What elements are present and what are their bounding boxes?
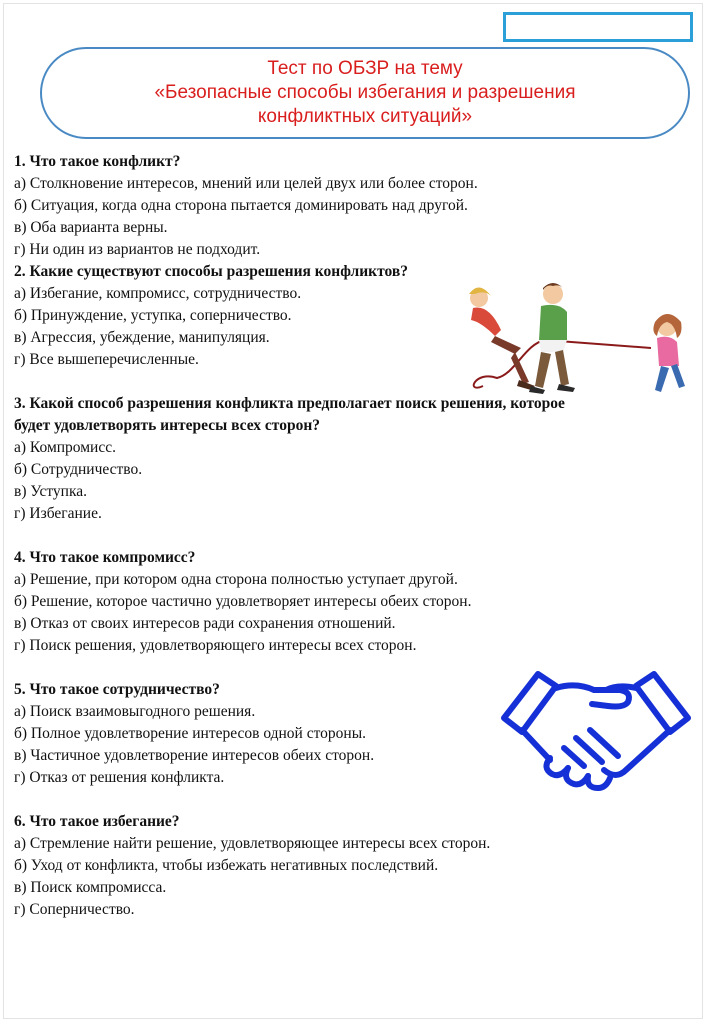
question-6: [14, 811, 704, 921]
handshake-icon: [498, 668, 694, 796]
family-tug-of-war-illustration: [455, 282, 703, 400]
answer-option: в) Отказ от своих интересов ради сохранения отношений.: [14, 615, 396, 632]
title-line-2: «Безопасные способы избегания и разрешения: [154, 82, 576, 103]
answer-option: б) Решение, которое частично удовлетворяет интересы обеих сторон.: [14, 593, 472, 610]
answer-option: а) Компромисс.: [14, 439, 116, 456]
girl-figure: [653, 314, 685, 392]
answer-option: в) Агрессия, убеждение, манипуляция.: [14, 329, 270, 346]
question-1: [14, 151, 704, 261]
answer-option: б) Уход от конфликта, чтобы избежать негативных последствий.: [14, 857, 439, 874]
answer-option: г) Соперничество.: [14, 901, 135, 918]
question-title: 5. Что такое сотрудничество?: [14, 681, 220, 698]
title-line-3: конфликтных ситуаций»: [257, 106, 473, 127]
answer-option: г) Ни один из вариантов не подходит.: [14, 241, 261, 258]
answer-option: б) Сотрудничество.: [14, 461, 143, 478]
answer-option: г) Отказ от решения конфликта.: [14, 769, 225, 786]
answer-option: в) Поиск компромисса.: [14, 879, 167, 896]
question-title-line: будет удовлетворять интересы всех сторон?: [14, 417, 320, 434]
man-figure: [529, 283, 575, 394]
answer-option: а) Решение, при котором одна сторона полностью уступает другой.: [14, 571, 458, 588]
answer-option: а) Избегание, компромисс, сотрудничество.: [14, 285, 302, 302]
title-banner: [40, 47, 690, 139]
answer-option: г) Все вышеперечисленные.: [14, 351, 199, 368]
question-title: 4. Что такое компромисс?: [14, 549, 196, 566]
question-4: [14, 547, 704, 657]
question-title: 6. Что такое избегание?: [14, 813, 180, 830]
answer-option: б) Ситуация, когда одна сторона пытается доминировать над другой.: [14, 197, 468, 214]
answer-option: а) Столкновение интересов, мнений или целей двух или более сторон.: [14, 175, 478, 192]
answer-option: г) Избегание.: [14, 505, 102, 522]
questions-list: [14, 151, 704, 921]
title-line-1: Тест по ОБЗР на тему: [267, 58, 463, 79]
corner-box: [503, 12, 693, 42]
question-title: 1. Что такое конфликт?: [14, 153, 181, 170]
answer-option: а) Стремление найти решение, удовлетворяющее интересы всех сторон.: [14, 835, 491, 852]
question-3: [14, 393, 704, 525]
question-title-line: 3. Какой способ разрешения конфликта предполагает поиск решения, которое: [14, 395, 565, 412]
answer-option: в) Оба варианта верны.: [14, 219, 168, 236]
answer-option: в) Уступка.: [14, 483, 88, 500]
answer-option: б) Полное удовлетворение интересов одной стороны.: [14, 725, 367, 742]
answer-option: а) Поиск взаимовыгодного решения.: [14, 703, 256, 720]
answer-option: в) Частичное удовлетворение интересов обеих сторон.: [14, 747, 375, 764]
question-title: 2. Какие существуют способы разрешения конфликтов?: [14, 263, 408, 280]
answer-option: г) Поиск решения, удовлетворяющего интересы всех сторон.: [14, 637, 417, 654]
woman-figure: [469, 287, 535, 390]
answer-option: б) Принуждение, уступка, соперничество.: [14, 307, 292, 324]
